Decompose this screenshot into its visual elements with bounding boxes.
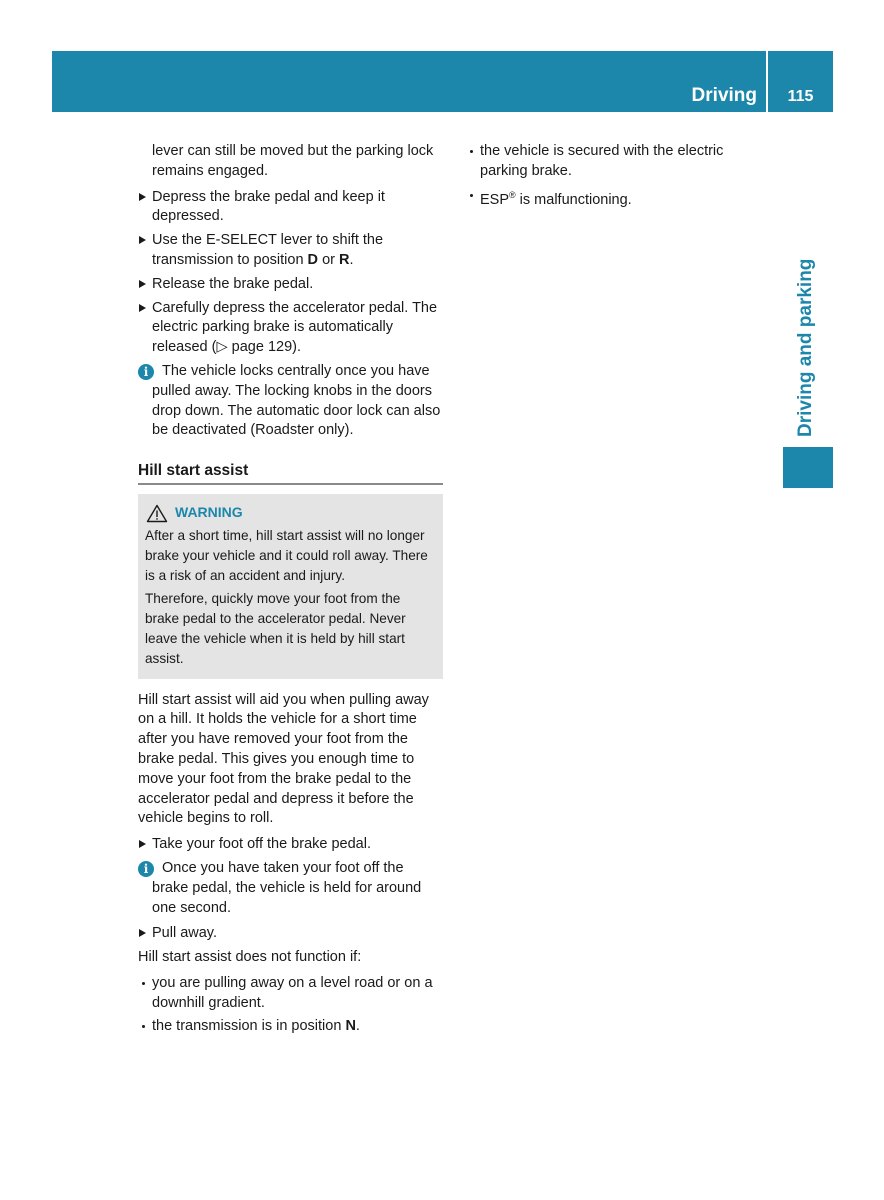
warning-text: After a short time, hill start assist will no longer brake your vehicle and it could roll away. There is a risk of an accident and injury. bbox=[145, 527, 428, 583]
info-icon: i bbox=[138, 364, 154, 380]
step-text: Carefully depress the accelerator pedal. The electric parking brake is automatically released (▷ page 129). bbox=[152, 299, 438, 356]
info-icon: i bbox=[138, 861, 154, 877]
step-text-end: . bbox=[349, 251, 354, 268]
step-text-or: or bbox=[322, 251, 335, 268]
header-section-title: Driving bbox=[691, 85, 757, 106]
position-d: D bbox=[307, 251, 319, 268]
page-number: 115 bbox=[787, 88, 814, 105]
chapter-tab-marker bbox=[783, 447, 833, 488]
bullet-text: you are pulling away on a level road or on a downhill gradient. bbox=[152, 974, 433, 1011]
bullet-dot-icon bbox=[142, 982, 145, 985]
spacer bbox=[138, 679, 443, 691]
warning-text: Therefore, quickly move your foot from the brake pedal to the accelerator pedal. Never leave the vehicle when it is held by hill start assist. bbox=[145, 591, 406, 666]
info-text: The vehicle locks centrally once you have pulled away. The locking knobs in the doors drop down. The automatic door lock can also be deactivated (Roadster only). bbox=[152, 362, 441, 439]
position-n: N bbox=[345, 1018, 356, 1035]
step-arrow-icon bbox=[139, 304, 146, 312]
warning-box bbox=[138, 494, 443, 678]
step-arrow-icon bbox=[139, 280, 146, 288]
bullet-item bbox=[138, 1017, 443, 1037]
warning-label: WARNING bbox=[175, 504, 243, 521]
bullet-dot-icon bbox=[142, 1025, 145, 1028]
bullet-text-esp: ESP bbox=[480, 191, 510, 208]
step-pull-away bbox=[138, 924, 443, 944]
warning-header bbox=[145, 503, 436, 523]
bullet-dot-icon bbox=[470, 150, 473, 153]
bullet-text: the vehicle is secured with the electric parking brake. bbox=[480, 143, 724, 179]
step-release-brake bbox=[138, 275, 443, 295]
step-arrow-icon bbox=[139, 193, 146, 201]
registered-mark: ® bbox=[509, 189, 516, 200]
step-arrow-icon bbox=[139, 236, 146, 244]
bullet-text-end: . bbox=[355, 1018, 360, 1035]
step-text: Depress the brake pedal and keep it depressed. bbox=[152, 188, 385, 225]
bullet-text: the transmission is in position bbox=[152, 1018, 342, 1035]
step-arrow-icon bbox=[139, 929, 146, 937]
bullet-text-end: is malfunctioning. bbox=[515, 191, 632, 208]
section-heading: Hill start assist bbox=[138, 460, 443, 485]
warning-triangle-icon bbox=[146, 504, 168, 523]
bullet-item bbox=[138, 974, 443, 1014]
body-text: Hill start assist will aid you when pulling away on a hill. It holds the vehicle for a short time after you have removed your foot from the brake pedal. This gives you enough time to move your foot from the brake pedal to the accelerator pedal and depress it before the vehicle begins to roll. bbox=[138, 691, 429, 827]
not-function-text: Hill start assist does not function if: bbox=[138, 949, 362, 966]
position-r: R bbox=[339, 251, 350, 268]
bullet-dot-icon bbox=[470, 194, 473, 197]
step-text: Take your foot off the brake pedal. bbox=[152, 836, 371, 853]
info-note-central-locking bbox=[138, 362, 443, 441]
step-accelerate bbox=[138, 299, 443, 358]
step-arrow-icon bbox=[139, 840, 146, 848]
info-note-held bbox=[138, 859, 443, 918]
bullet-item bbox=[466, 142, 756, 182]
step-text: Use the E-SELECT lever to shift the transmission to position bbox=[152, 232, 384, 268]
right-column bbox=[466, 142, 756, 214]
step-text: Pull away. bbox=[152, 925, 218, 942]
chapter-tab-label: Driving and parking bbox=[795, 258, 816, 437]
info-text: Once you have taken your foot off the brake pedal, the vehicle is held for around one second. bbox=[152, 859, 422, 916]
step-foot-off-brake bbox=[138, 835, 443, 855]
step-depress-brake bbox=[138, 188, 443, 228]
intro-text: lever can still be moved but the parking lock remains engaged. bbox=[152, 143, 434, 179]
bullet-item bbox=[466, 186, 756, 211]
header-bar bbox=[52, 51, 833, 112]
step-shift-transmission bbox=[138, 231, 443, 271]
step-text: Release the brake pedal. bbox=[152, 275, 314, 292]
left-column bbox=[138, 142, 443, 1041]
